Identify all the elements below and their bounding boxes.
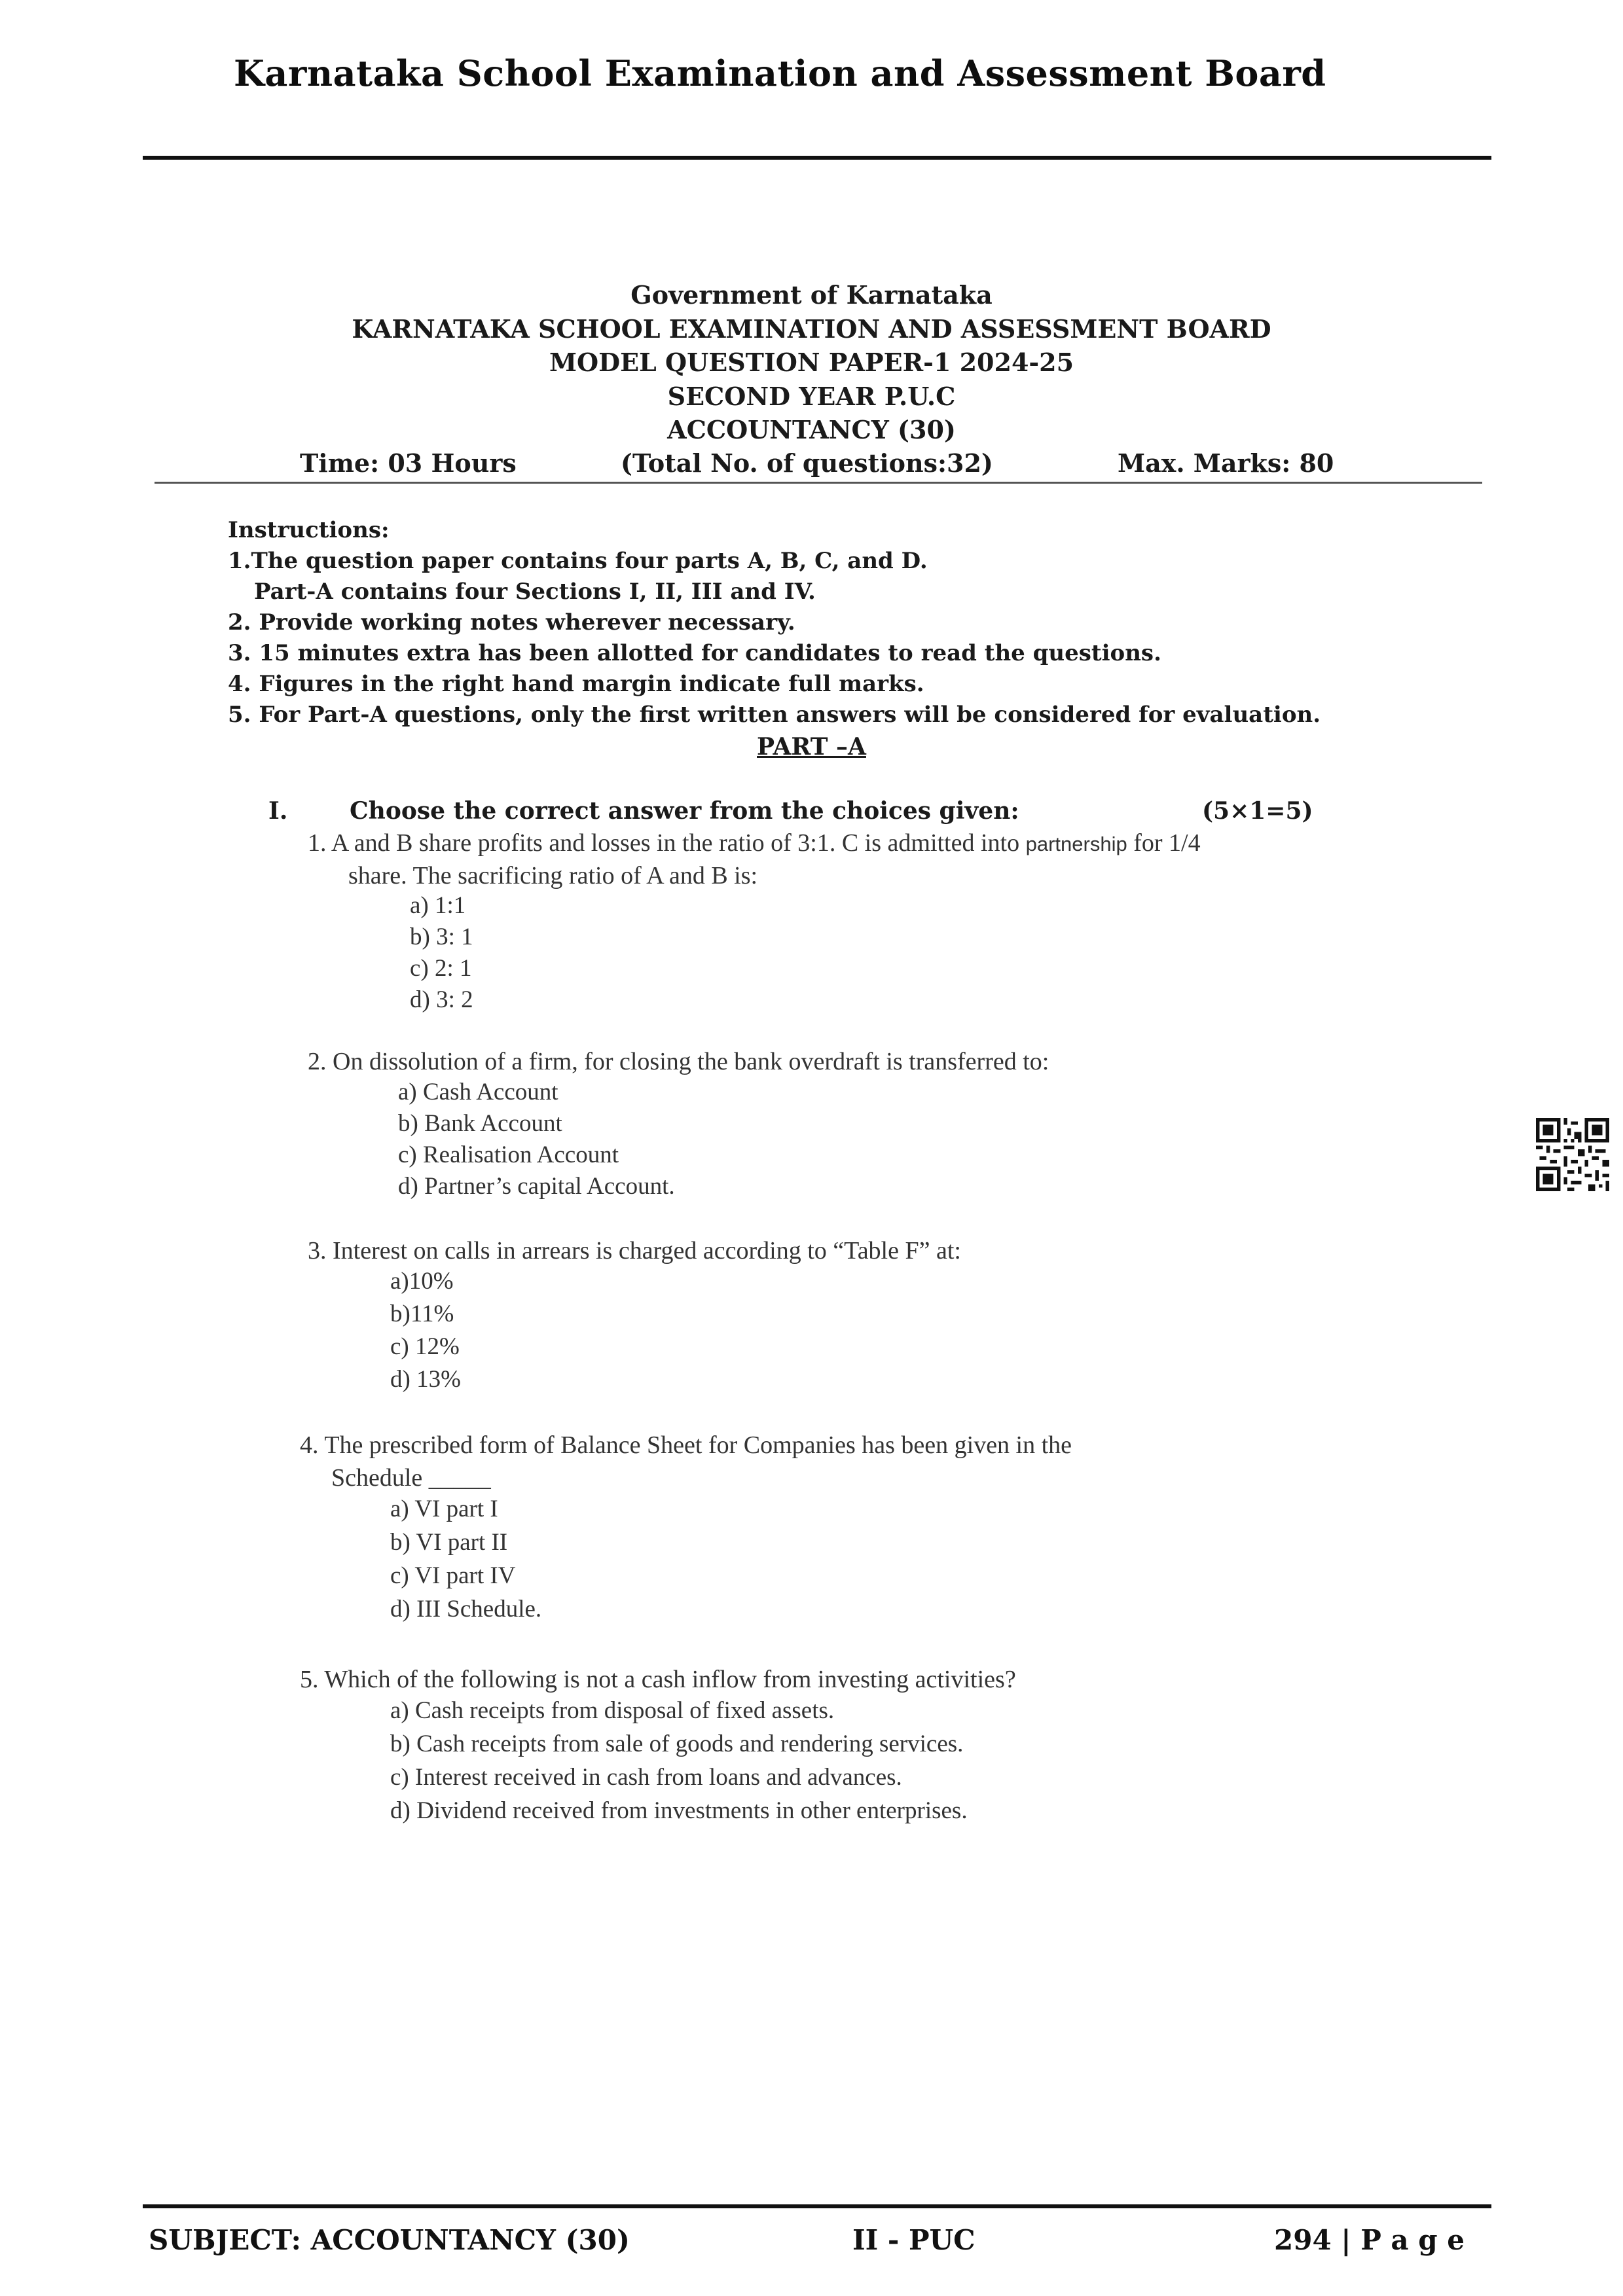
paper-title-line: MODEL QUESTION PAPER-1 2024-25	[549, 348, 1074, 377]
question-text	[308, 827, 1201, 861]
section-number: I.	[268, 797, 288, 825]
question-text: 5. Which of the following is not a cash inflow from investing activities?	[300, 1666, 1016, 1693]
option-c: c) 2: 1	[410, 955, 472, 982]
max-marks-label: Max. Marks: 80	[1118, 448, 1334, 478]
footer-divider	[143, 2204, 1491, 2208]
footer-subject: SUBJECT: ACCOUNTANCY (30)	[149, 2224, 630, 2256]
instruction-item: 3. 15 minutes extra has been allotted for candidates to read the questions.	[228, 640, 1161, 666]
option-a: a) Cash receipts from disposal of fixed assets.	[390, 1697, 835, 1724]
footer-class: II - PUC	[852, 2224, 976, 2256]
header-divider	[143, 156, 1491, 160]
instruction-item: 1.The question paper contains four parts A, B, C, and D.	[228, 548, 928, 574]
instruction-item: Part-A contains four Sections I, II, III and IV.	[254, 579, 816, 605]
part-a-heading: PART –A	[757, 733, 866, 761]
board-line: KARNATAKA SCHOOL EXAMINATION AND ASSESSMENT BOARD	[352, 314, 1271, 344]
question-text-main: 1. A and B share profits and losses in the ratio of 3:1. C is admitted into	[308, 829, 1026, 857]
section-marks: (5×1=5)	[1202, 797, 1313, 825]
question-text-continued: Schedule _____	[331, 1464, 491, 1492]
time-label: Time: 03 Hours	[300, 448, 517, 478]
option-d: d) 3: 2	[410, 986, 473, 1013]
option-a: a) VI part I	[390, 1496, 498, 1522]
option-b: b) VI part II	[390, 1529, 508, 1556]
option-c: c) Interest received in cash from loans and advances.	[390, 1764, 902, 1791]
option-c: c) Realisation Account	[398, 1141, 619, 1168]
option-d: d) 13%	[390, 1366, 461, 1393]
option-d: d) III Schedule.	[390, 1596, 542, 1623]
question-text-continued: share. The sacrificing ratio of A and B is:	[348, 862, 758, 889]
instruction-item: 4. Figures in the right hand margin indicate full marks.	[228, 671, 924, 697]
instructions-heading: Instructions:	[228, 517, 390, 543]
option-a: a) 1:1	[410, 892, 466, 919]
question-text-end: for 1/4	[1127, 829, 1201, 857]
option-b: b) Cash receipts from sale of goods and rendering services.	[390, 1731, 964, 1757]
section-title: Choose the correct answer from the choices given:	[350, 797, 1019, 825]
option-b: b)11%	[390, 1300, 454, 1327]
question-text-small: partnership	[1025, 833, 1127, 855]
instruction-item: 5. For Part-A questions, only the first written answers will be considered for evaluation.	[228, 702, 1321, 728]
option-b: b) Bank Account	[398, 1110, 562, 1137]
footer-page-number: 294 | P a g e	[1274, 2224, 1465, 2256]
option-d: d) Dividend received from investments in other enterprises.	[390, 1797, 968, 1824]
option-a: a) Cash Account	[398, 1079, 558, 1105]
qr-code-icon	[1536, 1118, 1609, 1191]
instruction-item: 2. Provide working notes wherever necessary.	[228, 609, 795, 636]
option-c: c) VI part IV	[390, 1562, 516, 1589]
government-line: Government of Karnataka	[630, 280, 993, 310]
board-header-title: Karnataka School Examination and Assessment Board	[234, 52, 1326, 94]
subject-line: ACCOUNTANCY (30)	[667, 415, 956, 444]
option-a: a)10%	[390, 1268, 454, 1295]
option-b: b) 3: 1	[410, 924, 473, 950]
year-line: SECOND YEAR P.U.C	[667, 382, 956, 411]
option-c: c) 12%	[390, 1333, 460, 1360]
question-text: 2. On dissolution of a firm, for closing the bank overdraft is transferred to:	[308, 1048, 1049, 1075]
question-text: 3. Interest on calls in arrears is charged according to “Table F” at:	[308, 1237, 961, 1265]
total-questions-label: (Total No. of questions:32)	[621, 448, 993, 478]
title-divider	[155, 482, 1482, 484]
option-d: d) Partner’s capital Account.	[398, 1173, 675, 1200]
question-text: 4. The prescribed form of Balance Sheet for Companies has been given in the	[300, 1431, 1072, 1459]
